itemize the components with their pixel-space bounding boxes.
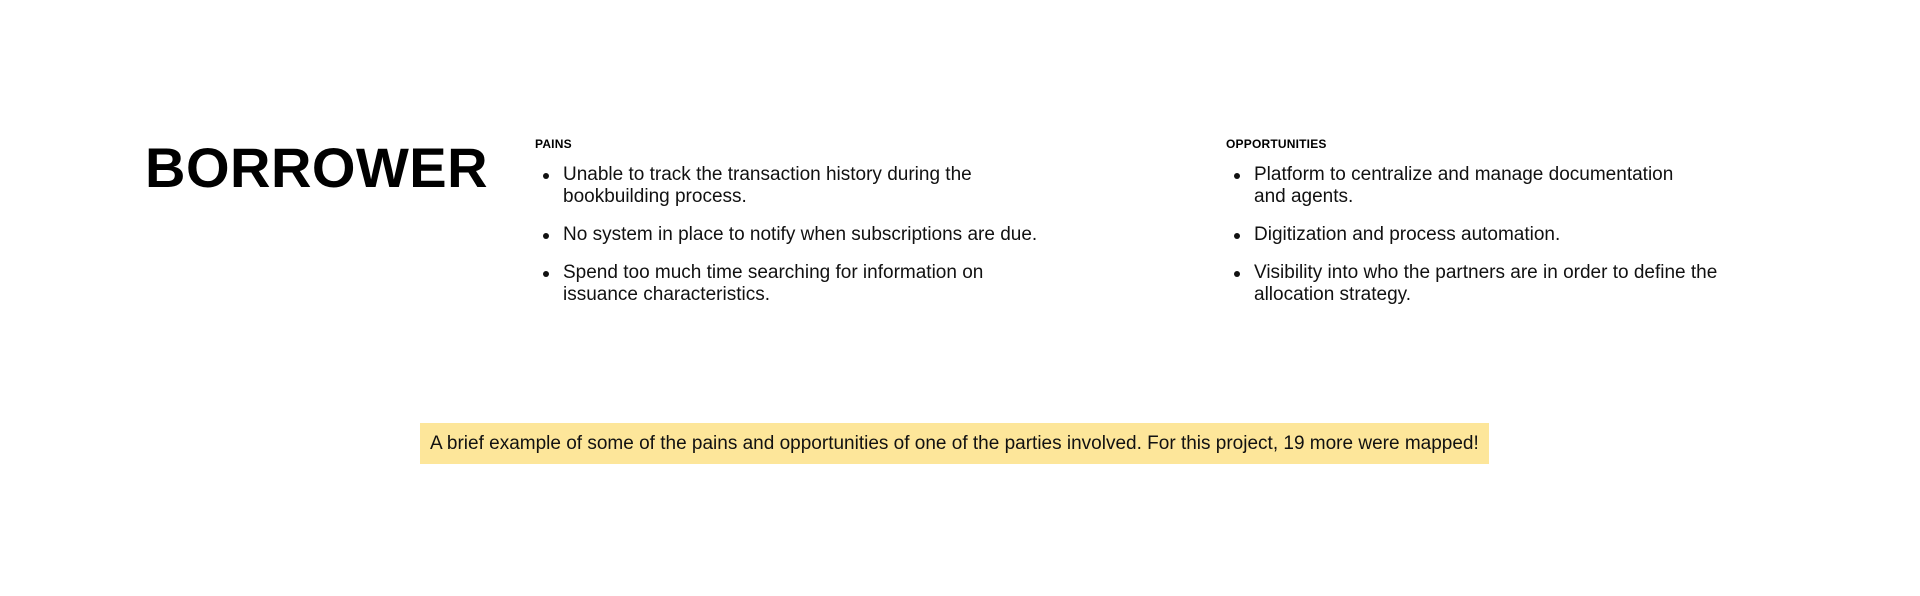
opportunity-text-line: Digitization and process automation. <box>1254 224 1561 245</box>
pains-list-item <box>563 164 1055 208</box>
pains-list <box>535 164 1055 306</box>
opportunities-section <box>1226 137 1746 322</box>
bullet-icon <box>1234 233 1240 239</box>
bullet-icon <box>543 173 549 179</box>
pain-text-line: issuance characteristics. <box>563 284 770 305</box>
pain-text-line: bookbuilding process. <box>563 186 747 207</box>
opportunities-list-item <box>1254 262 1746 306</box>
opportunity-text-line: Platform to centralize and manage documentation <box>1254 164 1674 185</box>
pains-list-item <box>563 224 1055 246</box>
opportunities-list-item <box>1254 224 1746 246</box>
pain-text-line: No system in place to notify when subscriptions are due. <box>563 224 1038 245</box>
opportunity-text-line: Visibility into who the partners are in order to define the <box>1254 262 1718 283</box>
pains-heading: PAINS <box>535 137 572 151</box>
opportunity-text-line: and agents. <box>1254 186 1354 207</box>
opportunities-list-item <box>1254 164 1746 208</box>
opportunities-list <box>1226 164 1746 306</box>
opportunities-heading: OPPORTUNITIES <box>1226 137 1327 151</box>
pains-list-item <box>563 262 1055 306</box>
pain-text-line: Spend too much time searching for information on <box>563 262 984 283</box>
bullet-icon <box>543 233 549 239</box>
opportunity-text-line: allocation strategy. <box>1254 284 1412 305</box>
bullet-icon <box>543 271 549 277</box>
pains-section <box>535 137 1055 322</box>
bullet-icon <box>1234 173 1240 179</box>
pain-text-line: Unable to track the transaction history during the <box>563 164 972 185</box>
page-title: BORROWER <box>145 136 489 199</box>
bullet-icon <box>1234 271 1240 277</box>
highlight-note: A brief example of some of the pains and opportunities of one of the parties involved. For this project, 19 more were mapped! <box>420 423 1489 464</box>
